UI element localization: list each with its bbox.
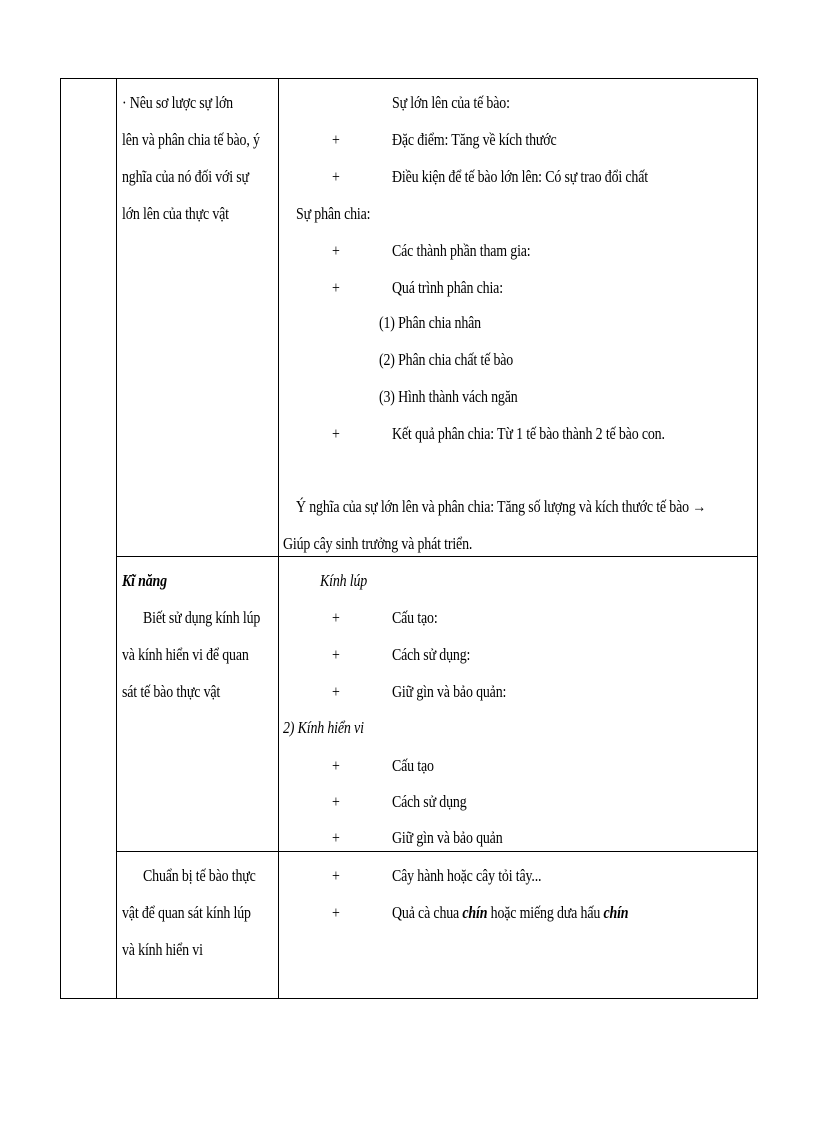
meaning-line: Giúp cây sinh trưởng và phát triển. [283, 534, 473, 553]
row1-requirement-line: lớn lên của thực vật [122, 204, 229, 223]
table-col-divider-2 [278, 78, 279, 999]
division-item: Các thành phần tham gia: [392, 241, 531, 260]
bullet: + [332, 241, 340, 260]
table-border-top [60, 78, 758, 79]
division-title: Sự phân chia: [296, 204, 371, 223]
microscope-item: Cấu tạo [392, 756, 434, 775]
table-border-left [60, 78, 61, 999]
row1-requirement-line: · Nêu sơ lược sự lớn [122, 93, 233, 112]
magnifier-item: Cách sử dụng: [392, 645, 471, 664]
bullet: + [332, 866, 340, 885]
material-item [392, 903, 628, 923]
growth-item: Điều kiện để tế bào lớn lên: Có sự trao đổi chất [392, 167, 648, 186]
row3-requirement-line: và kính hiển vi [122, 940, 203, 959]
row2-requirement-line: Biết sử dụng kính lúp [143, 608, 261, 627]
row2-requirement-line: sát tế bào thực vật [122, 682, 221, 701]
emphasis-text: chín [462, 903, 488, 922]
microscope-item: Cách sử dụng [392, 792, 467, 811]
division-item: Quá trình phân chia: [392, 278, 503, 297]
bullet: + [332, 167, 340, 186]
magnifier-item: Cấu tạo: [392, 608, 438, 627]
bullet: + [332, 903, 340, 922]
material-text: hoặc miếng dưa hấu [487, 903, 604, 922]
row3-requirement-line: vật để quan sát kính lúp [122, 903, 251, 922]
bullet: + [332, 608, 340, 627]
process-step: (3) Hình thành vách ngăn [379, 387, 518, 406]
row1-requirement-line: nghĩa của nó đối với sự [122, 167, 249, 186]
process-step: (1) Phân chia nhân [379, 313, 481, 332]
growth-title: Sự lớn lên của tế bào: [392, 93, 510, 112]
meaning-line: Ý nghĩa của sự lớn lên và phân chia: Tăng số lượng và kích thước tế bào → [296, 497, 706, 516]
bullet: + [332, 424, 340, 443]
magnifier-title: Kính lúp [320, 571, 368, 590]
row2-requirement-line: và kính hiển vi để quan [122, 645, 249, 664]
process-step: (2) Phân chia chất tế bào [379, 350, 514, 369]
microscope-title: 2) Kính hiển vi [283, 718, 364, 737]
material-item: Cây hành hoặc cây tỏi tây... [392, 866, 542, 885]
row3-requirement-line: Chuẩn bị tế bào thực [143, 866, 256, 885]
table-border-bottom [60, 998, 758, 999]
row1-requirement-line: lên và phân chia tế bào, ý [122, 130, 260, 149]
bullet: + [332, 278, 340, 297]
skill-heading: Kĩ năng [122, 571, 167, 590]
microscope-item: Giữ gìn và bảo quản [392, 828, 503, 847]
row-divider-1 [116, 556, 758, 557]
bullet: + [332, 828, 340, 847]
bullet: + [332, 792, 340, 811]
division-result: Kết quả phân chia: Từ 1 tế bào thành 2 tế bào con. [392, 424, 665, 443]
material-text: Quả cà chua [392, 903, 463, 922]
emphasis-text: chín [603, 903, 629, 922]
table-border-right [757, 78, 758, 999]
bullet: + [332, 682, 340, 701]
row-divider-2 [116, 851, 758, 852]
bullet: + [332, 645, 340, 664]
growth-item: Đặc điểm: Tăng về kích thước [392, 130, 557, 149]
bullet: + [332, 756, 340, 775]
magnifier-item: Giữ gìn và bảo quản: [392, 682, 507, 701]
bullet: + [332, 130, 340, 149]
table-col-divider-1 [116, 78, 117, 999]
